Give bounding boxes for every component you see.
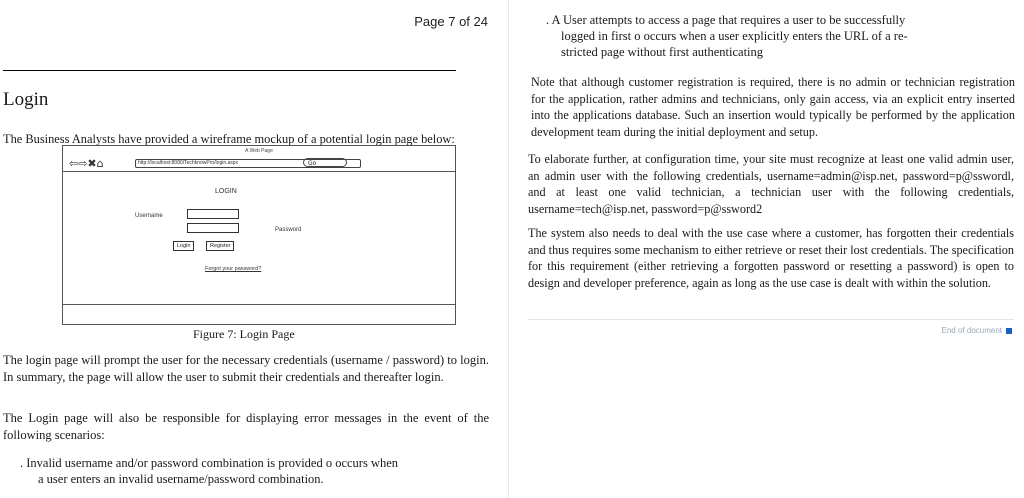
end-of-document: [942, 326, 1012, 335]
wireframe-password-label: Password: [275, 227, 302, 233]
page-number: Page 7 of 24: [414, 14, 488, 29]
login-paragraph: The login page will prompt the user for the necessary credentials (username / password) to login. In summary, the page will allow the user to submit their credentials and thereafter login.: [3, 353, 489, 384]
wireframe-nav-icons: ⇦⇨✖⌂: [69, 157, 104, 170]
wireframe-login-heading: LOGIN: [215, 188, 237, 195]
figure-caption: Figure 7: Login Page: [193, 327, 295, 341]
header-rule: [3, 70, 456, 71]
wireframe-password-field: [187, 223, 239, 233]
intro-paragraph: The Business Analysts have provided a wireframe mockup of a potential login page below:: [3, 132, 455, 146]
end-rule: [528, 319, 1014, 320]
wireframe-browser-bar: [63, 154, 455, 172]
wireframe-login-button: Login: [173, 241, 194, 251]
column-divider: [508, 0, 509, 498]
error-paragraph: The Login page will also be responsible for displaying error messages in the event of the following scenarios:: [3, 411, 489, 442]
bullet-invalid-credentials-cont: a user enters an invalid username/password combination.: [38, 472, 324, 486]
registration-paragraph: Note that although customer registration is required, there is no admin or technician registration for the application, rather admins and technicians, only gain access, via an explicit entry inserted into the applications database. Such an insertion would typically be performed by the application development team during the initial deployment and setup.: [531, 75, 1015, 139]
wireframe-url-field: http://localhost:8080/TechknowPro/login.aspx: [135, 159, 361, 168]
wireframe-go-button: Go: [303, 158, 347, 167]
login-wireframe: [62, 145, 456, 325]
forgotten-credentials-paragraph: The system also needs to deal with the use case where a customer, has forgotten their credentials and thus requires some mechanism to either retrieve or reset their lost credentials. The specification for this requirement (either retrieving a forgotten password or resetting a password) is open to design and developer preference, again as long as the use case is dealt with within the solution.: [528, 226, 1014, 290]
configuration-paragraph: To elaborate further, at configuration time, your site must recognize at least one valid admin user, an admin user with the following credentials, username=admin@isp.net, password=p@sswordl, and at least one valid technician, a technician user with the following credentials, username=tech@isp.net, password=p@ssword2: [528, 152, 1014, 216]
wireframe-footer-line: [63, 304, 455, 305]
wireframe-register-button: Register: [206, 241, 234, 251]
end-marker-icon: [1006, 328, 1012, 334]
end-of-document-label: End of document: [941, 326, 1002, 335]
wireframe-username-label: Username: [135, 213, 163, 219]
section-heading: Login: [3, 89, 49, 110]
wireframe-window-title: A Web Page: [245, 148, 273, 154]
wireframe-forgot-link: Forgot your password?: [205, 266, 262, 272]
bullet-invalid-credentials: . Invalid username and/or password combination is provided o occurs when: [20, 456, 399, 470]
bullet-restricted-page-cont2: stricted page without first authenticating: [561, 45, 764, 59]
wireframe-username-field: [187, 209, 239, 219]
bullet-restricted-page: . A User attempts to access a page that requires a user to be successfully: [546, 13, 906, 27]
bullet-restricted-page-cont1: logged in first o occurs when a user explicitly enters the URL of a re-: [561, 29, 908, 43]
